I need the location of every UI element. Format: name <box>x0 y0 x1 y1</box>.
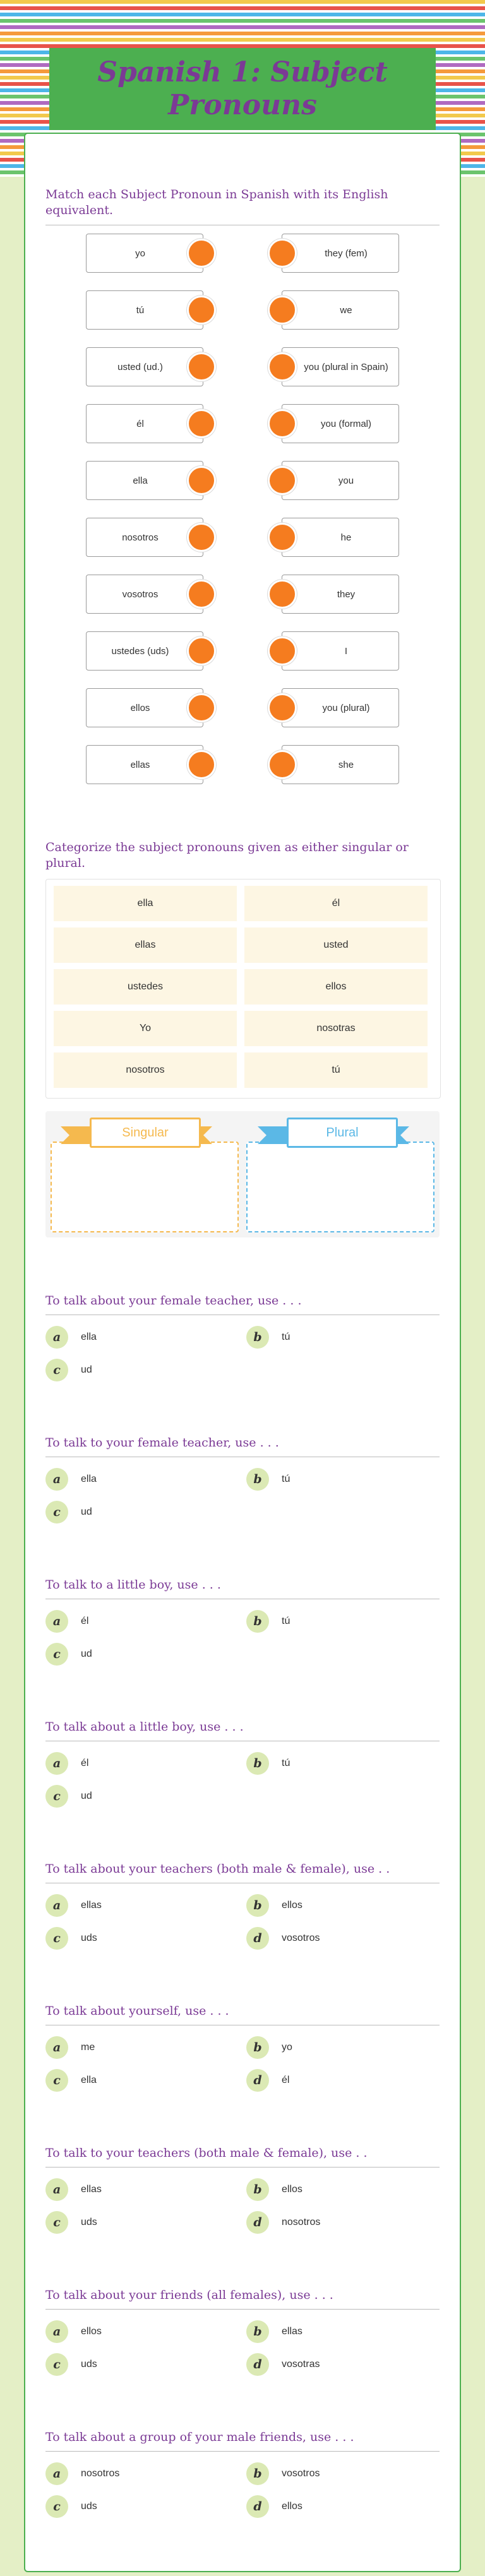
option-text: tú <box>282 1474 290 1484</box>
option-letter: b <box>246 1894 269 1917</box>
match-connector-dot[interactable] <box>268 239 297 268</box>
match-term-right: he <box>282 518 399 557</box>
categorize-item[interactable]: él <box>244 886 428 921</box>
option-letter: a <box>45 1468 68 1491</box>
match-connector-dot[interactable] <box>268 750 297 779</box>
match-term-right: you <box>282 461 399 500</box>
match-connector-dot[interactable] <box>187 295 216 325</box>
answer-option-d[interactable] <box>246 2069 289 2092</box>
match-connector-dot[interactable] <box>268 295 297 325</box>
answer-option-a[interactable] <box>45 1326 97 1349</box>
plural-bin-label: Plural <box>287 1118 398 1148</box>
answer-option-a[interactable] <box>45 2462 119 2485</box>
question-prompt: To talk to a little boy, use . . . <box>45 1578 221 1592</box>
match-connector-dot[interactable] <box>268 580 297 609</box>
match-term-left: él <box>86 404 203 443</box>
singular-bin-label: Singular <box>90 1118 201 1148</box>
categorize-items-panel <box>45 879 441 1099</box>
match-term-right: you (formal) <box>282 404 399 443</box>
match-connector-dot[interactable] <box>268 466 297 495</box>
option-letter: b <box>246 2178 269 2201</box>
categorize-item[interactable]: nosotros <box>54 1052 237 1088</box>
answer-option-a[interactable] <box>45 2320 102 2343</box>
match-connector-dot[interactable] <box>268 636 297 665</box>
match-connector-dot[interactable] <box>268 352 297 381</box>
option-letter: d <box>246 2495 269 2518</box>
page-title: Spanish 1: Subject Pronouns <box>97 56 388 121</box>
option-text: él <box>282 2075 290 2085</box>
option-text: ellas <box>282 2326 302 2337</box>
answer-option-c[interactable] <box>45 1501 92 1524</box>
categorize-item[interactable]: ustedes <box>54 969 237 1005</box>
option-text: ud <box>81 1506 92 1517</box>
option-text: yo <box>282 2042 292 2053</box>
answer-option-a[interactable] <box>45 1468 97 1491</box>
answer-option-c[interactable] <box>45 1643 92 1666</box>
question-prompt: To talk to your female teacher, use . . . <box>45 1436 279 1450</box>
match-connector-dot[interactable] <box>187 466 216 495</box>
option-text: nosotros <box>282 2217 321 2227</box>
categorize-bins <box>45 1111 440 1237</box>
option-letter: d <box>246 1927 269 1950</box>
match-connector-dot[interactable] <box>268 523 297 552</box>
option-letter: a <box>45 1326 68 1349</box>
option-letter: c <box>45 2069 68 2092</box>
option-text: ellos <box>282 1900 302 1911</box>
match-term-left: ella <box>86 461 203 500</box>
categorize-item[interactable]: ellas <box>54 927 237 963</box>
answer-option-b[interactable] <box>246 1468 290 1491</box>
option-letter: b <box>246 2320 269 2343</box>
option-text: vosotras <box>282 2359 320 2370</box>
match-connector-dot[interactable] <box>268 693 297 722</box>
option-text: tú <box>282 1758 290 1768</box>
answer-option-c[interactable] <box>45 2211 97 2234</box>
match-term-left: vosotros <box>86 575 203 614</box>
option-text: vosotros <box>282 2468 320 2479</box>
option-text: él <box>81 1758 89 1768</box>
option-letter: c <box>45 2495 68 2518</box>
answer-option-b[interactable] <box>246 1610 290 1633</box>
question-prompt: To talk to your teachers (both male & female), use . . <box>45 2146 368 2160</box>
match-connector-dot[interactable] <box>268 409 297 438</box>
categorize-item[interactable]: usted <box>244 927 428 963</box>
option-text: uds <box>81 2501 97 2512</box>
matching-prompt: Match each Subject Pronoun in Spanish with its English equivalent. <box>45 188 388 217</box>
option-text: ud <box>81 1364 92 1375</box>
question-prompt: To talk about your friends (all females), use . . . <box>45 2288 333 2302</box>
option-letter: c <box>45 1359 68 1381</box>
match-term-right: you (plural in Spain) <box>282 347 399 386</box>
answer-option-c[interactable] <box>45 1785 92 1808</box>
match-term-left: usted (ud.) <box>86 347 203 386</box>
question-prompt: To talk about yourself, use . . . <box>45 2004 229 2018</box>
match-connector-dot[interactable] <box>187 239 216 268</box>
option-letter: b <box>246 1468 269 1491</box>
option-letter: c <box>45 1643 68 1666</box>
answer-option-b[interactable] <box>246 2320 302 2343</box>
option-letter: a <box>45 1610 68 1633</box>
option-letter: c <box>45 1927 68 1950</box>
categorize-item[interactable]: nosotras <box>244 1011 428 1046</box>
answer-option-a[interactable] <box>45 2036 95 2059</box>
answer-option-c[interactable] <box>45 2353 97 2376</box>
answer-option-a[interactable] <box>45 2178 102 2201</box>
answer-option-d[interactable] <box>246 1927 320 1950</box>
title-banner <box>49 48 436 130</box>
option-letter: b <box>246 2462 269 2485</box>
option-letter: a <box>45 2178 68 2201</box>
answer-option-b[interactable] <box>246 1752 290 1775</box>
match-term-left: ustedes (uds) <box>86 631 203 671</box>
answer-option-d[interactable] <box>246 2495 302 2518</box>
option-letter: a <box>45 2036 68 2059</box>
answer-option-c[interactable] <box>45 1359 92 1381</box>
plural-bin[interactable] <box>246 1142 434 1232</box>
option-letter: c <box>45 1785 68 1808</box>
option-text: uds <box>81 2359 97 2370</box>
answer-option-c[interactable] <box>45 1927 97 1950</box>
match-term-left: ellas <box>86 745 203 784</box>
match-connector-dot[interactable] <box>187 523 216 552</box>
option-letter: b <box>246 2036 269 2059</box>
answer-option-d[interactable] <box>246 2353 320 2376</box>
match-connector-dot[interactable] <box>187 693 216 722</box>
option-text: ella <box>81 1332 97 1342</box>
answer-option-b[interactable] <box>246 1326 290 1349</box>
option-letter: b <box>246 1326 269 1349</box>
option-text: ella <box>81 1474 97 1484</box>
match-term-left: tú <box>86 290 203 330</box>
singular-bin[interactable] <box>51 1142 239 1232</box>
option-letter: c <box>45 2211 68 2234</box>
option-text: tú <box>282 1332 290 1342</box>
question-prompt: To talk about your teachers (both male & female), use . . <box>45 1862 390 1876</box>
match-term-left: nosotros <box>86 518 203 557</box>
option-text: ellas <box>81 2184 102 2195</box>
option-text: él <box>81 1616 89 1626</box>
question-prompt: To talk about your female teacher, use . . . <box>45 1294 302 1308</box>
option-text: ellos <box>282 2501 302 2512</box>
option-letter: a <box>45 2320 68 2343</box>
option-text: nosotros <box>81 2468 120 2479</box>
divider <box>45 2167 440 2168</box>
match-term-right: we <box>282 290 399 330</box>
option-text: ud <box>81 1791 92 1801</box>
answer-option-a[interactable] <box>45 1752 88 1775</box>
answer-option-b[interactable] <box>246 2462 320 2485</box>
answer-option-c[interactable] <box>45 2069 97 2092</box>
question-prompt: To talk about a group of your male friends, use . . . <box>45 2430 354 2444</box>
categorize-item[interactable]: tú <box>244 1052 428 1088</box>
match-connector-dot[interactable] <box>187 580 216 609</box>
answer-option-a[interactable] <box>45 1894 102 1917</box>
match-connector-dot[interactable] <box>187 636 216 665</box>
match-term-right: she <box>282 745 399 784</box>
option-letter: a <box>45 2462 68 2485</box>
match-term-right: they (fem) <box>282 234 399 273</box>
answer-option-b[interactable] <box>246 1894 302 1917</box>
option-text: ellas <box>81 1900 102 1911</box>
option-text: tú <box>282 1616 290 1626</box>
answer-option-c[interactable] <box>45 2495 97 2518</box>
answer-option-b[interactable] <box>246 2178 302 2201</box>
match-term-right: they <box>282 575 399 614</box>
divider <box>45 2309 440 2310</box>
match-term-left: yo <box>86 234 203 273</box>
option-letter: b <box>246 1610 269 1633</box>
option-letter: d <box>246 2069 269 2092</box>
match-term-left: ellos <box>86 688 203 727</box>
option-letter: d <box>246 2353 269 2376</box>
match-connector-dot[interactable] <box>187 352 216 381</box>
option-text: me <box>81 2042 95 2053</box>
categorize-item[interactable]: ella <box>54 886 237 921</box>
answer-option-d[interactable] <box>246 2211 320 2234</box>
categorize-item[interactable]: ellos <box>244 969 428 1005</box>
option-text: ellos <box>81 2326 102 2337</box>
option-letter: b <box>246 1752 269 1775</box>
question-prompt: To talk about a little boy, use . . . <box>45 1720 244 1734</box>
option-letter: a <box>45 1752 68 1775</box>
option-text: uds <box>81 2217 97 2227</box>
worksheet <box>24 133 461 2572</box>
answer-option-a[interactable] <box>45 1610 88 1633</box>
match-connector-dot[interactable] <box>187 409 216 438</box>
option-letter: c <box>45 1501 68 1524</box>
option-text: uds <box>81 1933 97 1943</box>
option-text: vosotros <box>282 1933 320 1943</box>
option-text: ella <box>81 2075 97 2085</box>
option-letter: c <box>45 2353 68 2376</box>
match-term-right: I <box>282 631 399 671</box>
option-letter: a <box>45 1894 68 1917</box>
answer-option-b[interactable] <box>246 2036 292 2059</box>
match-connector-dot[interactable] <box>187 750 216 779</box>
option-text: ud <box>81 1649 92 1659</box>
option-letter: d <box>246 2211 269 2234</box>
match-term-right: you (plural) <box>282 688 399 727</box>
categorize-prompt: Categorize the subject pronouns given as either singular or plural. <box>45 840 409 870</box>
divider <box>45 2451 440 2452</box>
option-text: ellos <box>282 2184 302 2195</box>
categorize-item[interactable]: Yo <box>54 1011 237 1046</box>
